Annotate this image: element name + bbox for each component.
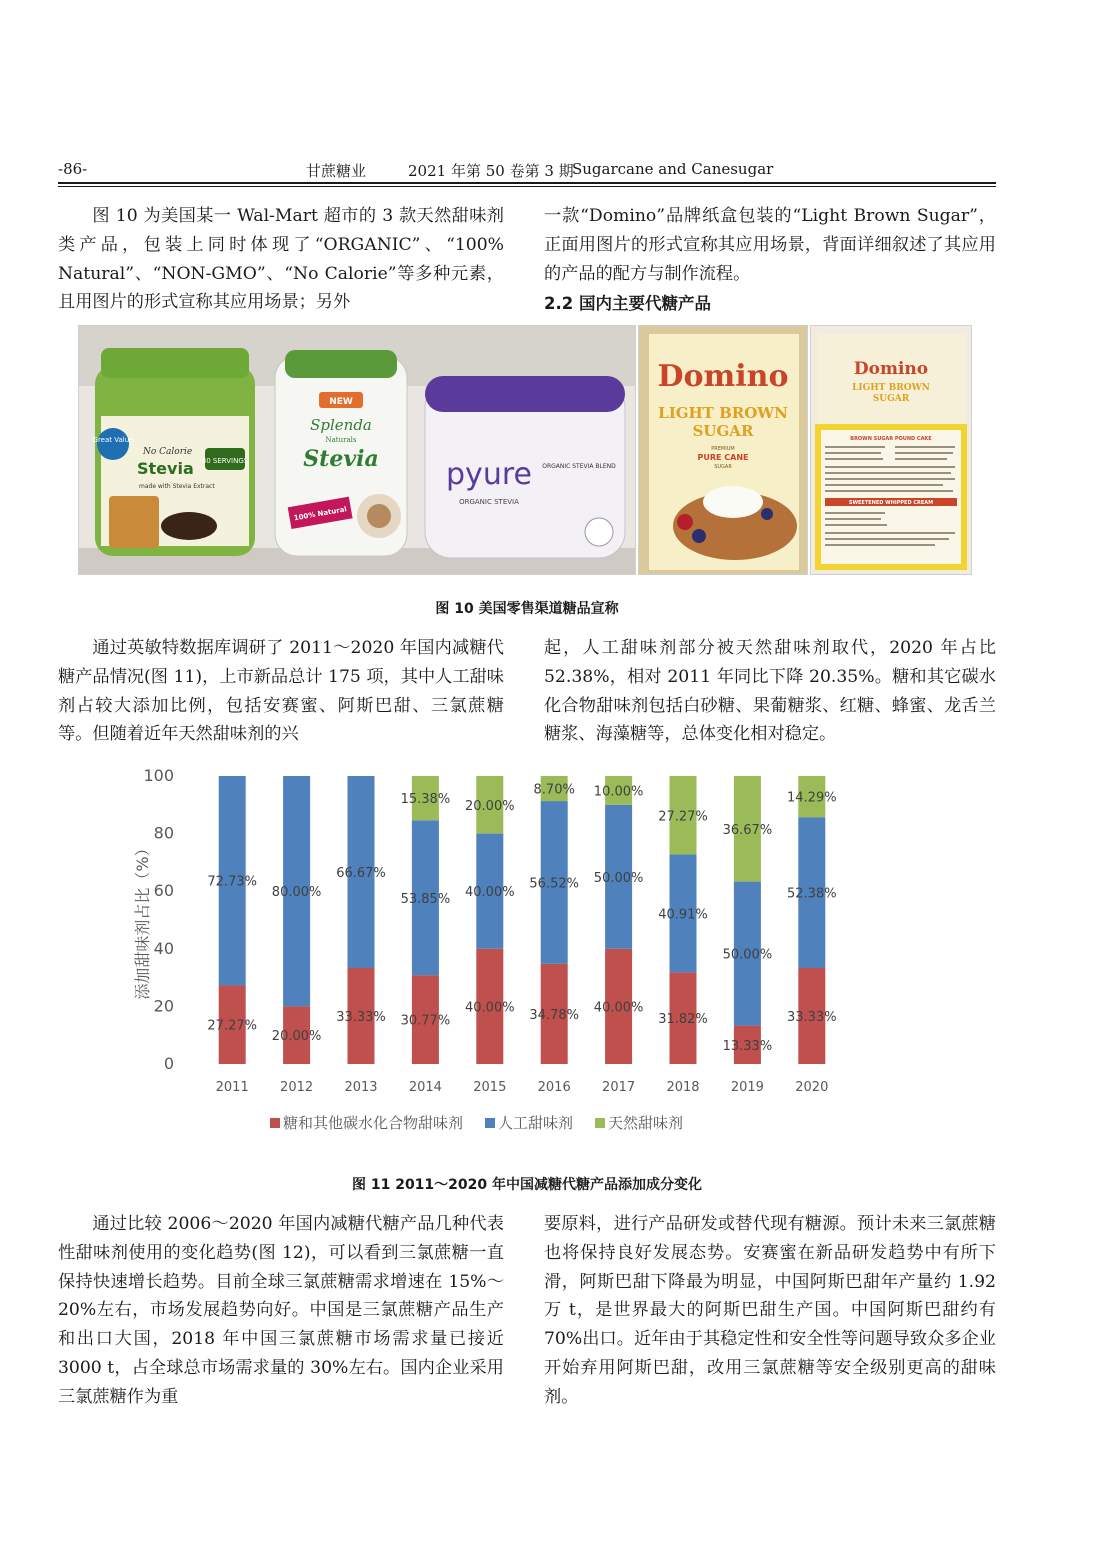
data-label: 33.33% <box>336 1010 386 1026</box>
paragraph: 图 10 为美国某一 Wal-Mart 超市的 3 款天然甜味剂类产品，包装上同时体现了“ORGANIC”、“100% Natural”、“NON-GMO”、“No Calorie”等多种元素，且用图片的形式宣称其应用场景；另外 <box>58 206 504 313</box>
data-label: 10.00% <box>593 784 644 800</box>
data-label: 34.78% <box>529 1007 579 1023</box>
y-tick-label: 20 <box>153 996 174 1016</box>
photo-domino-front-art <box>639 326 807 574</box>
top-right-column <box>544 202 996 319</box>
recipe-title: BROWN SUGAR POUND CAKE <box>850 436 932 442</box>
product-label: PREMIUM <box>711 446 735 452</box>
data-label: 80.00% <box>271 885 322 901</box>
journal-title-cn: 甘蔗糖业 <box>306 162 367 180</box>
x-tick-label: 2013 <box>344 1080 378 1095</box>
data-label: 31.82% <box>658 1012 708 1028</box>
journal-title-en: Sugarcane and Canesugar <box>572 160 774 178</box>
x-tick-label: 2019 <box>730 1080 764 1095</box>
figure-11-caption: 图 11 2011～2020 年中国减糖代糖产品添加成分变化 <box>351 1177 703 1193</box>
product-label: Stevia <box>137 459 194 478</box>
product-label: Naturals <box>325 436 357 444</box>
data-label: 33.33% <box>787 1010 837 1026</box>
new-badge: NEW <box>329 397 353 407</box>
brand-label: Domino <box>853 359 929 379</box>
y-tick-label: 60 <box>153 881 174 901</box>
legend-swatch <box>485 1118 495 1128</box>
photo-domino-box-back <box>810 325 972 575</box>
paragraph: 起，人工甜味剂部分被天然甜味剂取代，2020 年占比 52.38%，相对 2011 年同比下降 20.35%。糖和其它碳水化合物甜味剂包括白砂糖、果葡糖浆、红糖、蜂蜜、龙舌兰糖浆、海藻糖等，总体变化相对稳定。 <box>544 638 996 745</box>
natural-badge: 100% Natural <box>293 505 348 523</box>
data-label: 20.00% <box>465 798 515 814</box>
bottom-right-column <box>544 1210 996 1412</box>
paragraph: 通过比较 2006～2020 年国内减糖代糖产品几种代表性甜味剂使用的变化趋势(图 12)，可以看到三氯蔗糖一直保持快速增长趋势。目前全球三氯蔗糖需求增速在 15%～20%左右，市场发展趋势向好。中国是三氯蔗糖产品生产和出口大国，2018 年中国三氯蔗糖市场需求量已接近 3000 t，占全球总市场需求量的 30%左右。国内企业采用三氯蔗糖作为重 <box>58 1214 504 1407</box>
data-label: 66.67% <box>336 866 386 882</box>
running-header <box>58 158 996 182</box>
data-label: 50.00% <box>593 870 644 886</box>
x-tick-label: 2011 <box>215 1080 249 1095</box>
middle-right-column <box>544 634 996 749</box>
header-rule-thin <box>58 186 996 187</box>
brand-label: Great Value <box>92 436 134 444</box>
data-label: 56.52% <box>529 876 579 892</box>
product-label: ORGANIC STEVIA <box>459 498 519 506</box>
brand-label: Domino <box>657 359 789 394</box>
x-tick-label: 2016 <box>537 1080 571 1095</box>
legend-label: 人工甜味剂 <box>498 1114 574 1132</box>
page-number: -86- <box>58 160 88 178</box>
y-tick-label: 0 <box>163 1054 174 1073</box>
product-label: LIGHT BROWN <box>852 383 930 393</box>
data-label: 27.27% <box>207 1018 257 1034</box>
data-label: 40.00% <box>465 1000 515 1016</box>
paragraph: 通过英敏特数据库调研了 2011～2020 年国内减糖代糖产品情况(图 11)，上市新品总计 175 项，其中人工甜味剂占较大添加比例，包括安赛蜜、阿斯巴甜、三氯蔗糖等。但随着近年天然甜味剂的兴 <box>58 638 504 745</box>
data-label: 27.27% <box>658 809 708 825</box>
x-tick-label: 2014 <box>408 1080 442 1095</box>
data-label: 13.33% <box>722 1038 773 1054</box>
product-label: SUGAR <box>872 394 910 404</box>
header-rule-thick <box>58 182 996 184</box>
legend-label: 糖和其他碳水化合物甜味剂 <box>283 1114 464 1132</box>
top-left-column <box>58 202 504 317</box>
brand-label: pyure <box>446 457 532 492</box>
issue-info: 2021 年第 50 卷第 3 期 <box>408 162 574 180</box>
product-label: LIGHT BROWN <box>658 404 788 422</box>
data-label: 40.91% <box>658 907 708 923</box>
photo-stevia-shelf-art <box>79 326 635 574</box>
product-label: Stevia <box>303 446 379 472</box>
data-label: 20.00% <box>271 1029 322 1045</box>
y-tick-label: 100 <box>143 766 174 785</box>
servings-badge: 80 SERVINGS <box>201 457 249 465</box>
recipe-title: SWEETENED WHIPPED CREAM <box>848 500 934 506</box>
legend-label: 天然甜味剂 <box>608 1114 684 1132</box>
product-label: ORGANIC STEVIA BLEND <box>542 463 616 470</box>
data-label: 15.38% <box>400 792 451 808</box>
x-tick-label: 2012 <box>280 1080 314 1095</box>
legend-swatch <box>270 1118 280 1128</box>
product-label: No Calorie <box>143 447 193 457</box>
data-label: 40.00% <box>465 885 515 901</box>
y-tick-label: 80 <box>153 823 174 843</box>
figure-11-chart <box>120 760 860 1140</box>
data-label: 50.00% <box>722 947 773 963</box>
photo-stevia-shelf <box>78 325 636 575</box>
data-label: 40.00% <box>593 1000 644 1016</box>
data-label: 14.29% <box>787 790 837 806</box>
data-label: 30.77% <box>400 1013 451 1029</box>
bottom-left-column <box>58 1210 504 1412</box>
y-axis-label: 添加甜味剂占比（%） <box>133 840 152 1000</box>
stacked-bar-chart <box>120 760 860 1140</box>
product-label: SUGAR <box>714 464 732 470</box>
data-label: 72.73% <box>207 874 257 890</box>
legend-swatch <box>595 1118 605 1128</box>
paragraph: 要原料，进行产品研发或替代现有糖源。预计未来三氯蔗糖也将保持良好发展态势。安赛蜜在新品研发趋势中有所下滑，阿斯巴甜下降最为明显，中国阿斯巴甜年产量约 1.92 万 t，是世界最大的阿斯巴甜生产国。中国阿斯巴甜约有 70%出口。近年由于其稳定性和安全性等问题导致众多企业开始弃用阿斯巴甜，改用三氯蔗糖等安全级别更高的甜味剂。 <box>544 1214 996 1407</box>
product-label: made with Stevia Extract <box>139 483 215 490</box>
x-tick-label: 2018 <box>666 1080 700 1095</box>
x-tick-label: 2020 <box>795 1080 829 1095</box>
photo-domino-box-front <box>638 325 808 575</box>
photo-domino-back-art <box>811 326 971 574</box>
product-label: PURE CANE <box>697 453 749 462</box>
brand-label: Splenda <box>310 416 372 434</box>
x-tick-label: 2017 <box>602 1080 636 1095</box>
y-tick-label: 40 <box>153 938 174 958</box>
data-label: 36.67% <box>722 822 773 838</box>
data-label: 52.38% <box>787 886 837 902</box>
product-label: SUGAR <box>692 422 754 440</box>
figure-10-caption: 图 10 美国零售渠道糖品宣称 <box>435 601 619 617</box>
middle-left-column <box>58 634 504 749</box>
data-label: 53.85% <box>400 891 451 907</box>
x-tick-label: 2015 <box>473 1080 507 1095</box>
section-heading: 2.2 国内主要代糖产品 <box>544 294 711 314</box>
data-label: 8.70% <box>533 782 575 798</box>
paragraph: 一款“Domino”品牌纸盒包装的“Light Brown Sugar”，正面用图片的形式宣称其应用场景，背面详细叙述了其应用的产品的配方与制作流程。 <box>544 206 996 284</box>
